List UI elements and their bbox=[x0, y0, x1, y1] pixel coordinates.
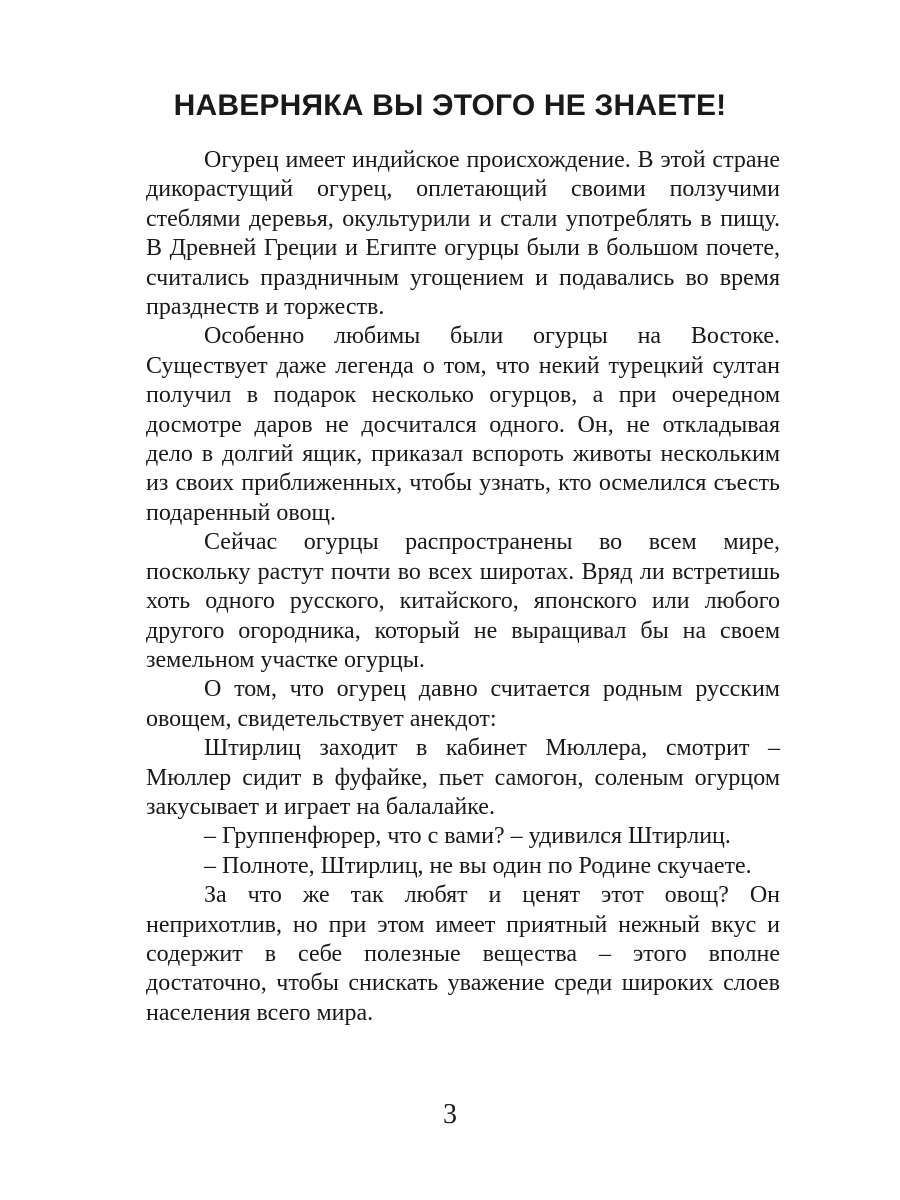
paragraph-anecdote-scene: Штирлиц заходит в кабинет Мюллера, смотрит – Мюллер сидит в фуфайке, пьет самогон, соленым огурцом закусывает и играет на балалайке. bbox=[146, 735, 780, 820]
paragraph-conclusion: За что же так любят и ценят этот овощ? Он неприхотлив, но при этом имеет приятный нежный вкус и содержит в себе полезные вещества – этого вполне достаточно, чтобы снискать уважение среди широких слоев населения всего мира. bbox=[146, 882, 780, 1026]
paragraph-origin: Огурец имеет индийское происхождение. В этой стране дикорастущий огурец, оплетающий своими ползучими стеблями деревья, окультурили и стали употреблять в пищу. В Древней Греции и Египте огурцы были в большом почете, считались праздничным угощением и подавались во время празднеств и торжеств. bbox=[146, 147, 780, 321]
paragraph-worldwide: Сейчас огурцы распространены во всем мире, поскольку растут почти во всех широтах. Вряд ли встретишь хоть одного русского, китайского, японского или любого другого огородника, который не выращивал бы на своем земельном участке огурцы. bbox=[146, 529, 780, 673]
page-title: НАВЕРНЯКА ВЫ ЭТОГО НЕ ЗНАЕТЕ! bbox=[173, 89, 727, 122]
paragraph-anecdote-answer: – Полноте, Штирлиц, не вы один по Родине скучаете. bbox=[204, 852, 752, 879]
article-body bbox=[146, 146, 780, 1028]
paragraph-east-legend: Особенно любимы были огурцы на Востоке. Существует даже легенда о том, что некий турецкий султан получил в подарок несколько огурцов, а при очередном досмотре даров не досчитался одного. Он, не откладывая дело в долгий ящик, приказал вспороть животы нескольким из своих приближенных, чтобы узнать, кто осмелился съесть подаренный овощ. bbox=[146, 323, 780, 526]
page-number: 3 bbox=[443, 1099, 457, 1130]
paragraph-anecdote-question: – Группенфюрер, что с вами? – удивился Штирлиц. bbox=[204, 823, 731, 850]
paragraph-anecdote-intro: О том, что огурец давно считается родным русским овощем, свидетельствует анекдот: bbox=[146, 676, 780, 732]
